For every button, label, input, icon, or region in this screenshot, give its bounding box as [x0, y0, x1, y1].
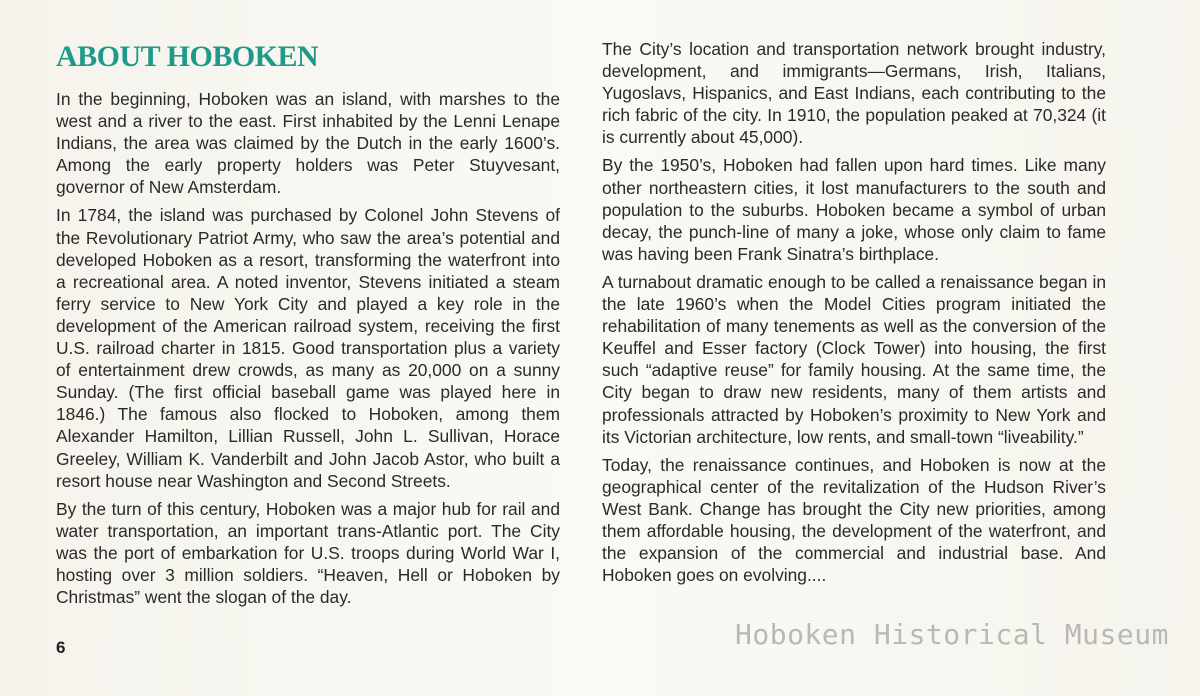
paragraph: In 1784, the island was purchased by Colonel John Stevens of the Revolutionary Patriot Army, who saw the area’s potential and developed Hoboken as a resort, transforming the waterfront into a recreational area. A noted inventor, Stevens initiated a steam ferry service to New York City and played a key role in the development of the American railroad system, receiving the first U.S. railroad charter in 1815. Good transportation plus a variety of entertainment drew crowds, as many as 20,000 on a sunny Sunday. (The first official baseball game was played here in 1846.) The famous also flocked to Hoboken, among them Alexander Hamilton, Lillian Russell, John L. Sullivan, Horace Greeley, William K. Vanderbilt and John Jacob Astor, who built a resort house near Washington and Second Streets. [56, 205, 560, 491]
left-column [56, 88, 560, 614]
paragraph: By the 1950’s, Hoboken had fallen upon hard times. Like many other northeastern cities, it lost manufacturers to the south and population to the suburbs. Hoboken became a symbol of urban decay, the punch-line of many a joke, whose only claim to fame was having been Frank Sinatra’s birthplace. [602, 155, 1106, 264]
paragraph: The City’s location and transportation network brought industry, development, and immigrants—Germans, Irish, Italians, Yugoslavs, Hispanics, and East Indians, each contributing to the rich fabric of the city. In 1910, the population peaked at 70,324 (it is currently about 45,000). [602, 39, 1106, 148]
paragraph: Today, the renaissance continues, and Hoboken is now at the geographical center of the revitalization of the Hudson River’s West Bank. Change has brought the City new priorities, among them affordable housing, the development of the waterfront, and the expansion of the commercial and industrial base. And Hoboken goes on evolving.... [602, 454, 1106, 586]
page-title: ABOUT HOBOKEN [56, 40, 319, 73]
page-number: 6 [56, 638, 66, 657]
right-column [602, 38, 1106, 592]
paragraph: A turnabout dramatic enough to be called a renaissance began in the late 1960’s when the Model Cities program initiated the rehabilitation of many tenements as well as the conversion of the Keuffel and Esser factory (Clock Tower) into housing, the first such “adaptive reuse” for family housing. At the same time, the City began to draw new residents, many of them artists and professionals attracted by Hoboken’s proximity to New York and its Victorian architecture, low rents, and small-town “liveability.” [602, 271, 1106, 447]
paragraph: By the turn of this century, Hoboken was a major hub for rail and water transportation, an important trans-Atlantic port. The City was the port of embarkation for U.S. troops during World War I, hosting over 3 million soldiers. “Heaven, Hell or Hoboken by Christmas” went the slogan of the day. [56, 498, 560, 608]
paragraph: In the beginning, Hoboken was an island, with marshes to the west and a river to the east. First inhabited by the Lenni Lenape Indians, the area was claimed by the Dutch in the early 1600’s. Among the early property holders was Peter Stuyvesant, governor of New Amsterdam. [56, 89, 560, 198]
museum-watermark: Hoboken Historical Museum [735, 618, 1169, 651]
